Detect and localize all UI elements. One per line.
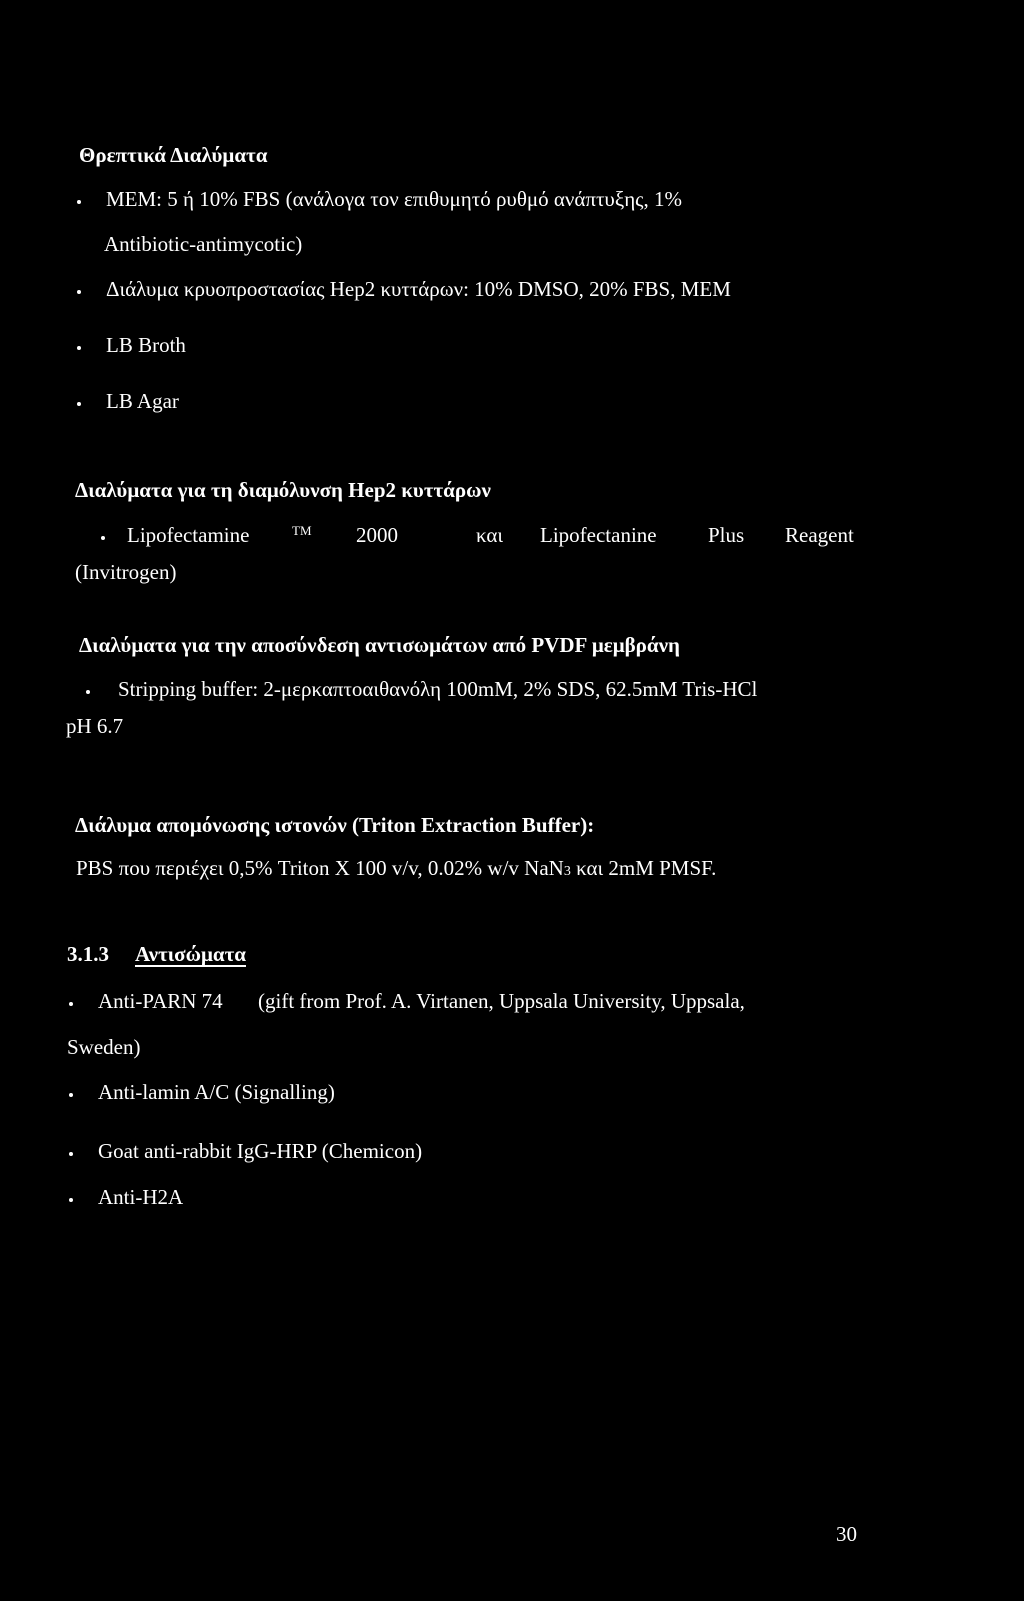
- heading-stripping: Διαλύματα για την αποσύνδεση αντισωμάτων από PVDF μεμβράνη: [79, 633, 680, 657]
- page-number: 30: [836, 1522, 857, 1546]
- antibody-parn-source: (gift from Prof. A. Virtanen, Uppsala University, Uppsala,: [258, 989, 745, 1013]
- stripping-ph-text: pH 6.7: [66, 714, 124, 738]
- histone-buffer-text: PBS που περιέχει 0,5% Triton X 100 v/v, 0.02% w/v NaN3 και 2mM PMSF.: [76, 856, 717, 880]
- section-number: 3.1.3: [67, 942, 109, 966]
- invitrogen-text: (Invitrogen): [75, 560, 177, 584]
- bullet: [101, 536, 105, 540]
- kai-word: και: [476, 523, 504, 547]
- heading-histone-extraction: Διάλυμα απομόνωσης ιστονών (Triton Extraction Buffer):: [75, 813, 595, 837]
- lipofectanine-text: Lipofectanine: [540, 523, 657, 547]
- bullet: [77, 290, 81, 294]
- plus-word: Plus: [708, 523, 745, 547]
- bullet: [77, 402, 81, 406]
- bullet: [69, 1093, 73, 1097]
- antibody-lamin: Anti-lamin A/C (Signalling): [98, 1080, 335, 1104]
- bullet: [69, 1002, 73, 1006]
- heading-nutrient-solutions: Θρεπτικά Διαλύματα: [79, 143, 268, 167]
- antibody-goat-anti-rabbit: Goat anti-rabbit IgG-HRP (Chemicon): [98, 1139, 423, 1163]
- bullet: [77, 200, 81, 204]
- item-mem-cont: Antibiotic-antimycotic): [104, 232, 303, 256]
- heading-transfection: Διαλύματα για τη διαμόλυνση Hep2 κυττάρων: [75, 478, 491, 502]
- antibody-h2a: Anti-H2A: [98, 1185, 184, 1209]
- lipofectamine-text: Lipofectamine: [127, 523, 250, 547]
- item-lb-broth: LB Broth: [106, 333, 186, 357]
- antibody-parn-source-cont: Sweden): [67, 1035, 141, 1059]
- lipofectamine-number: 2000: [356, 523, 398, 547]
- tm-mark: TM: [292, 523, 312, 538]
- reagent-word: Reagent: [785, 523, 854, 547]
- bullet: [69, 1198, 73, 1202]
- item-mem: MEM: 5 ή 10% FBS (ανάλογα τον επιθυμητό ρυθμό ανάπτυξης, 1%: [106, 187, 682, 211]
- section-title-antibodies: Αντισώματα: [135, 942, 246, 966]
- bullet: [86, 690, 90, 694]
- stripping-buffer-text: Stripping buffer: 2-μερκαπτοαιθανόλη 100mM, 2% SDS, 62.5mM Tris-HCl: [118, 677, 758, 701]
- bullet: [77, 346, 81, 350]
- item-lb-agar: LB Agar: [106, 389, 179, 413]
- bullet: [69, 1152, 73, 1156]
- antibody-parn-label: Anti-PARN 74: [98, 989, 223, 1013]
- item-cryo: Διάλυμα κρυοπροστασίας Hep2 κυττάρων: 10% DMSO, 20% FBS, MEM: [106, 277, 731, 301]
